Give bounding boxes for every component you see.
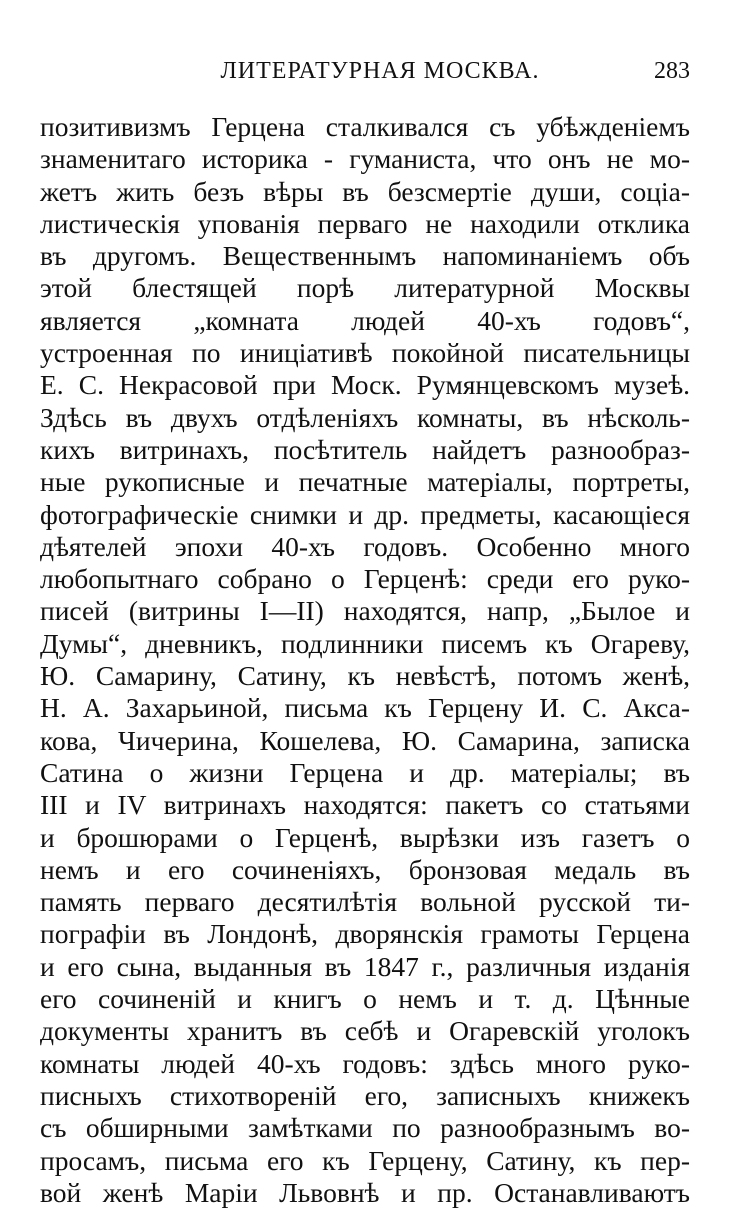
- text-line: писныхъ стихотвореній его, записныхъ книжекъ: [40, 1079, 690, 1111]
- text-line: съ обширными замѣтками по разнообразнымъ во-: [40, 1112, 690, 1144]
- text-line: Сатина о жизни Герцена и др. матеріалы; въ: [40, 756, 690, 788]
- text-line: кова, Чичерина, Кошелева, Ю. Самарина, записка: [40, 724, 690, 756]
- running-head-title: ЛИТЕРАТУРНАЯ МОСКВА.: [220, 58, 540, 84]
- text-line: комнаты людей 40-хъ годовъ: здѣсь много руко-: [40, 1047, 690, 1079]
- text-line: Н. А. Захарьиной, письма къ Герцену И. С. Акса-: [40, 692, 690, 724]
- text-line: позитивизмъ Герцена сталкивался съ убѣжденіемъ: [40, 111, 690, 142]
- text-line: устроенная по иниціативѣ покойной писательницы: [40, 337, 690, 369]
- text-line: кихъ витринахъ, посѣтитель найдетъ разнообраз-: [40, 433, 690, 465]
- text-line: этой блестящей порѣ литературной Москвы: [40, 272, 690, 304]
- text-line: и брошюрами о Герценѣ, вырѣзки изъ газетъ о: [40, 821, 690, 853]
- text-line: Здѣсь въ двухъ отдѣленіяхъ комнаты, въ нѣсколь-: [40, 401, 690, 433]
- text-line: вой женѣ Маріи Львовнѣ и пр. Останавливаютъ: [40, 1176, 690, 1208]
- page-number: 283: [654, 58, 690, 84]
- text-line: любопытнаго собрано о Герценѣ: среди его руко-: [40, 563, 690, 595]
- text-line: немъ и его сочиненіяхъ, бронзовая медаль въ: [40, 853, 690, 885]
- text-line: и его сына, выданныя въ 1847 г., различныя изданія: [40, 950, 690, 982]
- text-line: документы хранитъ въ себѣ и Огаревскій уголокъ: [40, 1015, 690, 1047]
- text-line: писей (витрины I—II) находятся, напр, „Былое и: [40, 595, 690, 627]
- text-line: Ю. Самарину, Сатину, къ невѣстѣ, потомъ женѣ,: [40, 660, 690, 692]
- text-line: Е. С. Некрасовой при Моск. Румянцевскомъ музеѣ.: [40, 369, 690, 401]
- text-line: знаменитаго историка - гуманиста, что онъ не мо-: [40, 143, 690, 175]
- text-line: является „комната людей 40-хъ годовъ“,: [40, 304, 690, 336]
- text-line: листическія упованія перваго не находили отклика: [40, 207, 690, 239]
- running-head: [40, 58, 690, 94]
- text-line: фотографическіе снимки и др. предметы, касающіеся: [40, 498, 690, 530]
- text-line: пографіи въ Лондонѣ, дворянскія грамоты Герцена: [40, 918, 690, 950]
- body-text: [40, 111, 690, 1209]
- text-line: Думы“, дневникъ, подлинники писемъ къ Огареву,: [40, 627, 690, 659]
- text-line: дѣятелей эпохи 40-хъ годовъ. Особенно много: [40, 530, 690, 562]
- text-line: III и IV витринахъ находятся: пакетъ со статьями: [40, 789, 690, 821]
- text-line: ные рукописные и печатные матеріалы, портреты,: [40, 466, 690, 498]
- text-line: просамъ, письма его къ Герцену, Сатину, къ пер-: [40, 1144, 690, 1176]
- text-line: жетъ жить безъ вѣры въ безсмертіе души, соціа-: [40, 175, 690, 207]
- text-line: его сочиненій и книгъ о немъ и т. д. Цѣнные: [40, 983, 690, 1015]
- text-line: память перваго десятилѣтія вольной русской ти-: [40, 886, 690, 918]
- text-line: въ другомъ. Вещественнымъ напоминаніемъ объ: [40, 240, 690, 272]
